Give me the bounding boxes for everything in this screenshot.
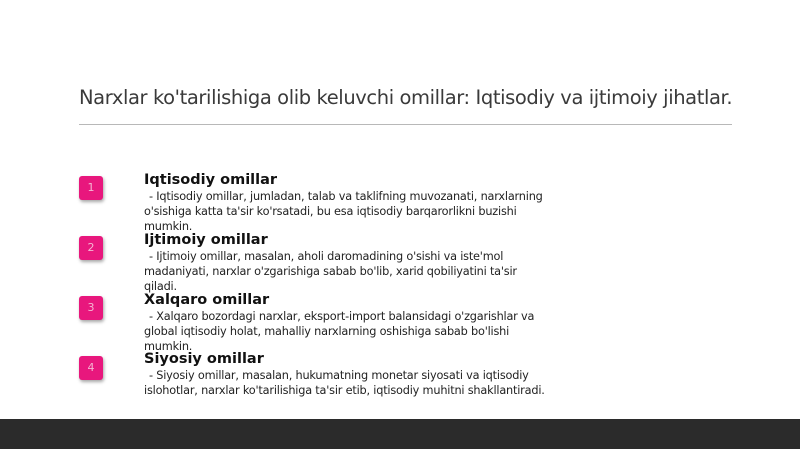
item-description xyxy=(144,368,554,398)
item-heading: Siyosiy omillar xyxy=(144,351,264,367)
description-line: - Siyosiy omillar, masalan, hukumatning monetar siyosati va iqtisodiy xyxy=(149,369,529,382)
description-line: o'sishiga katta ta'sir ko'rsatadi, bu esa iqtisodiy barqarorlikni buzishi xyxy=(144,205,517,218)
description-line: - Xalqaro bozordagi narxlar, eksport-import balansidagi o'zgarishlar va xyxy=(149,310,535,323)
footer-bar xyxy=(0,419,800,449)
number-badge-3: 3 xyxy=(79,296,103,320)
item-description xyxy=(144,189,554,234)
list-item-siyosiy xyxy=(144,351,554,398)
description-line: mumkin. xyxy=(144,220,193,233)
description-line: madaniyati, narxlar o'zgarishiga sabab bo'lib, xarid qobiliyatini ta'sir xyxy=(144,265,517,278)
list-item-ijtimoiy xyxy=(144,232,554,294)
item-description xyxy=(144,309,554,354)
description-line: mumkin. xyxy=(144,340,193,353)
item-heading: Iqtisodiy omillar xyxy=(144,172,278,188)
description-line: global iqtisodiy holat, mahalliy narxlarning oshishiga sabab bo'lishi xyxy=(144,325,510,338)
item-heading: Ijtimoiy omillar xyxy=(144,232,268,248)
description-line: islohotlar, narxlar ko'tarilishiga ta'sir etib, iqtisodiy muhitni shakllantiradi. xyxy=(144,384,545,397)
list-item-xalqaro xyxy=(144,292,554,354)
slide-title: Narxlar ko'tarilishiga olib keluvchi omillar: Iqtisodiy va ijtimoiy jihatlar. xyxy=(79,86,733,109)
title-divider xyxy=(79,124,732,125)
description-line: qiladi. xyxy=(144,280,177,293)
number-badge-1: 1 xyxy=(79,176,103,200)
item-heading: Xalqaro omillar xyxy=(144,292,270,308)
number-badge-2: 2 xyxy=(79,236,103,260)
description-line: - Ijtimoiy omillar, masalan, aholi daromadining o'sishi va iste'mol xyxy=(149,250,504,263)
item-description xyxy=(144,249,554,294)
list-item-iqtisodiy xyxy=(144,172,554,234)
description-line: - Iqtisodiy omillar, jumladan, talab va taklifning muvozanati, narxlarning xyxy=(149,190,543,203)
number-badge-4: 4 xyxy=(79,356,103,380)
